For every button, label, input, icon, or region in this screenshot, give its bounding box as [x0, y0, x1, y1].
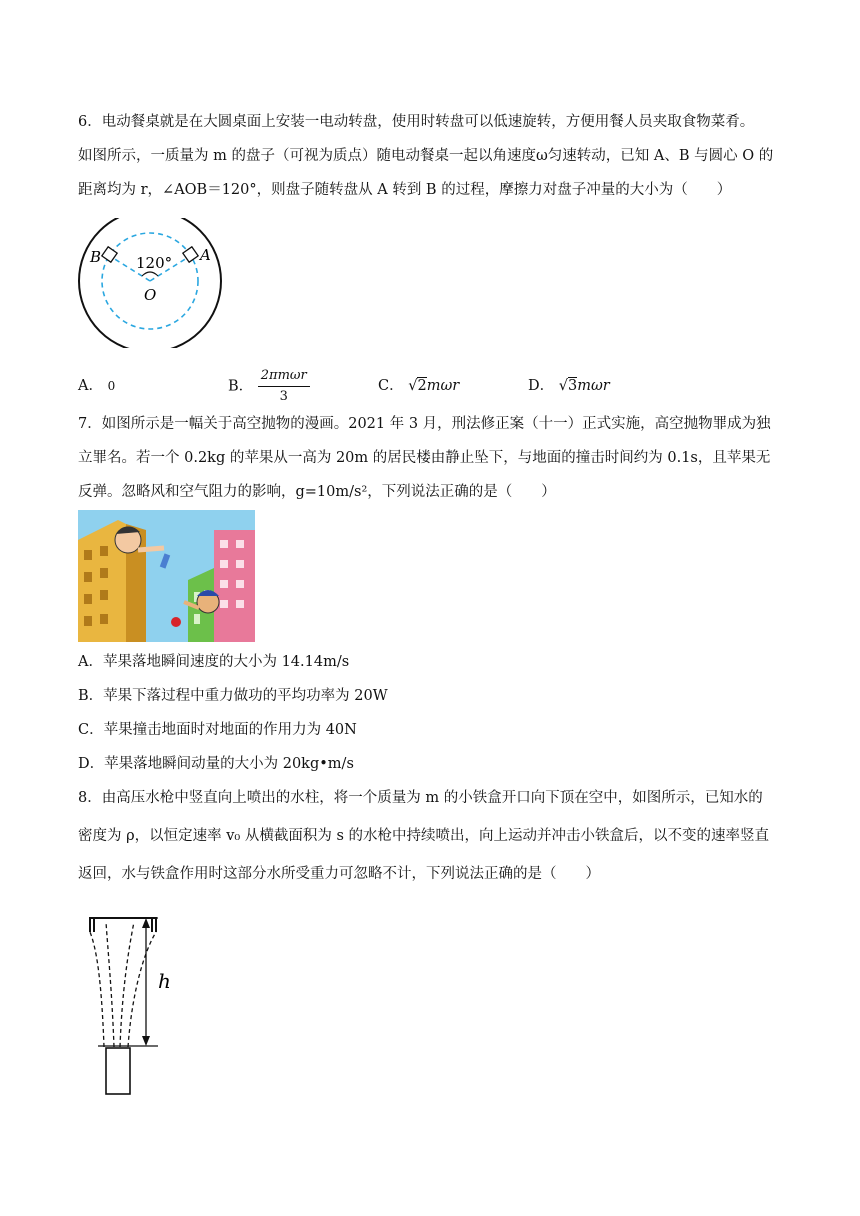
angle-arc: [142, 272, 158, 276]
q6-option-a-letter: A．: [78, 378, 103, 394]
q7-option-c: C．苹果撞击地面时对地面的作用力为 40N: [78, 722, 357, 738]
q8-line2: 密度为 ρ，以恒定速率 v₀ 从横截面积为 s 的水枪中持续喷出，向上运动并冲击小铁盒后，以不变的速率竖直: [78, 828, 770, 844]
q7-line2: 立罪名。若一个 0.2kg 的苹果从一高为 20m 的居民楼由静止坠下，与地面的撞击时间约为 0.1s，且苹果无: [78, 450, 771, 466]
q6-option-a-value: 0: [107, 379, 116, 393]
q6-option-c-tail: mωr: [426, 378, 460, 394]
water-outer-right: [128, 932, 156, 1047]
q6-option-c-letter: C．: [378, 378, 404, 394]
q6-option-c-sqrt: √2: [408, 378, 427, 394]
q6-option-b-numerator: 2πmωr: [258, 366, 310, 387]
q6-line1: 6．电动餐桌就是在大圆桌面上安装一电动转盘，使用时转盘可以低速旋转，方便用餐人员夹取食物菜肴。: [78, 114, 755, 130]
label-B: B: [90, 248, 102, 266]
label-h: h: [158, 969, 171, 993]
q6-option-d: [528, 376, 610, 396]
q6-option-d-sqrt: √3: [558, 378, 578, 394]
q6-option-b: [228, 366, 310, 407]
q7-cartoon-image: [78, 510, 255, 642]
q7-option-b: B．苹果下落过程中重力做功的平均功率为 20W: [78, 688, 388, 704]
water-outer-left: [90, 932, 104, 1047]
q8-line1: 8．由高压水枪中竖直向上喷出的水柱，将一个质量为 m 的小铁盒开口向下顶在空中，如图所示，已知水的: [78, 790, 763, 806]
q6-option-b-fraction: [258, 366, 310, 407]
q6-line2: 如图所示，一质量为 m 的盘子（可视为质点）随电动餐桌一起以角速度ω匀速转动，已知 A、B 与圆心 O 的: [78, 148, 774, 164]
q7-line3: 反弹。忽略风和空气阻力的影响，g=10m/s²，下列说法正确的是（ ）: [78, 484, 556, 500]
water-inner-left: [106, 922, 114, 1047]
q6-option-b-letter: B．: [228, 378, 254, 395]
q6-option-c-radicand: 2: [417, 378, 427, 394]
water-gun: [106, 1048, 130, 1094]
q6-option-c: [378, 376, 459, 396]
q6-option-b-denominator: 3: [279, 389, 288, 404]
plate-B: [102, 247, 117, 262]
water-inner-right: [120, 922, 134, 1047]
q8-water-jet-figure: [84, 912, 194, 1098]
label-angle: 120°: [136, 254, 173, 272]
q6-line3: 距离均为 r，∠AOB＝120°，则盘子随转盘从 A 转到 B 的过程，摩擦力对盘子冲量的大小为（ ）: [78, 182, 732, 198]
q7-option-a: A．苹果落地瞬间速度的大小为 14.14m/s: [78, 654, 350, 670]
q6-option-d-radicand: 3: [568, 378, 578, 394]
q7-line1: 7．如图所示是一幅关于高空抛物的漫画。2021 年 3 月，刑法修正案（十一）正式实施，高空抛物罪成为独: [78, 416, 771, 432]
label-O: O: [144, 286, 157, 304]
q6-option-a: [78, 376, 115, 396]
q6-turntable-figure: [76, 218, 228, 348]
q6-option-d-tail: mωr: [577, 378, 610, 394]
q7-option-d: D．苹果落地瞬间动量的大小为 20kg•m/s: [78, 756, 354, 772]
q8-line3: 返回，水与铁盒作用时这部分水所受重力可忽略不计，下列说法正确的是（ ）: [78, 866, 600, 882]
q6-option-d-letter: D．: [528, 378, 555, 394]
label-A: A: [200, 246, 211, 264]
